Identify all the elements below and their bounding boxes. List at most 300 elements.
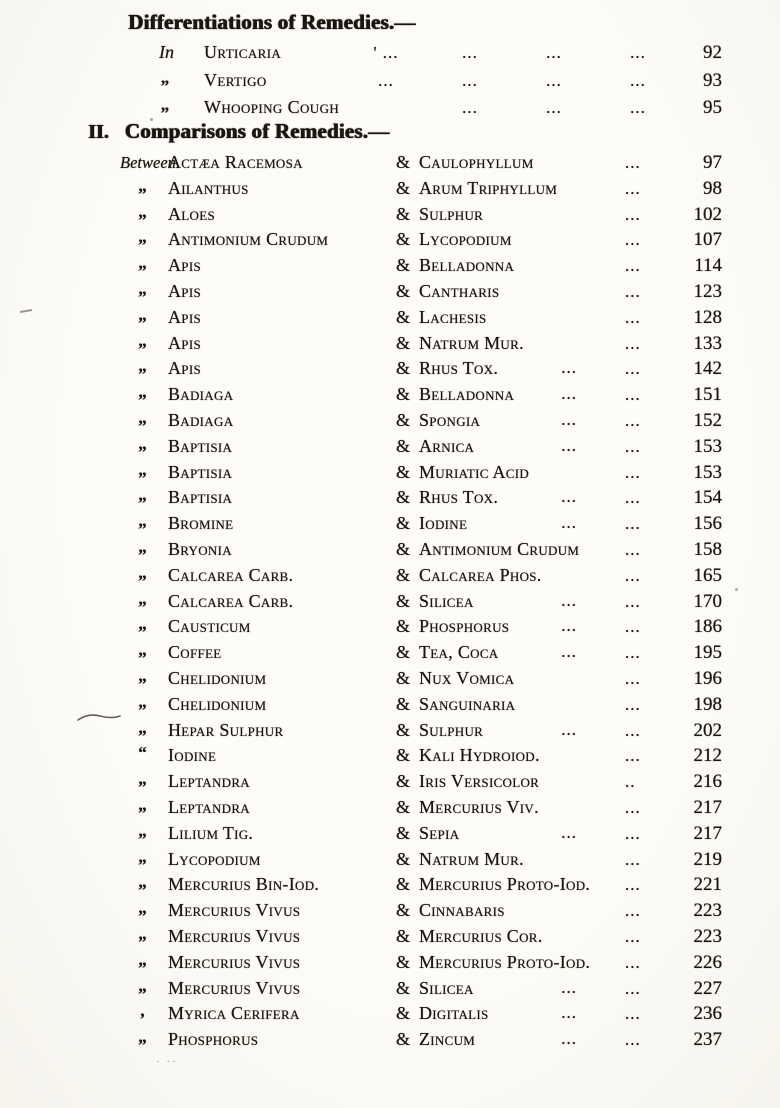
- toc-row: [97, 975, 722, 1004]
- page-number: 217: [693, 822, 722, 844]
- dot-leader: [342, 98, 680, 118]
- ampersand: &: [395, 925, 410, 946]
- ampersand: &: [395, 306, 410, 327]
- ampersand: &: [395, 435, 410, 456]
- toc-row-ditto: „: [138, 304, 147, 324]
- toc-row: [97, 487, 722, 513]
- toc-row-remedy-left: Apis: [168, 358, 201, 379]
- toc-row-remedy-right: Silicea: [419, 977, 474, 998]
- ampersand: &: [395, 255, 410, 276]
- toc-row-condition: Whooping Cough: [204, 97, 340, 117]
- toc-row-remedy-left: Bromine: [168, 513, 234, 534]
- toc-row: [97, 407, 722, 436]
- ampersand: &: [395, 977, 410, 998]
- dot-leader-group: ...: [546, 70, 562, 90]
- toc-row-ditto: „: [138, 691, 147, 711]
- dot-leader-mid: ...: [561, 719, 577, 739]
- toc-row-remedy-right-cell: [419, 694, 619, 715]
- toc-row-remedy-right: Tea, Coca: [419, 642, 499, 663]
- toc-row-remedy-left: Mercurius Bin-Iod.: [168, 874, 320, 895]
- ampersand: &: [395, 487, 410, 508]
- toc-row: [97, 384, 722, 410]
- toc-row-ditto: „: [138, 407, 147, 427]
- toc-row-remedy-left: Antimonium Crudum: [168, 229, 329, 250]
- toc-row-ditto: „: [138, 201, 147, 221]
- toc-row-remedy-left: Lycopodium: [168, 848, 261, 869]
- toc-row-remedy-right-cell: [419, 900, 619, 921]
- toc-row-remedy-left: Baptisia: [168, 461, 233, 482]
- page-number: 217: [693, 796, 722, 818]
- toc-row-remedy-right: Nux Vomica: [419, 667, 515, 688]
- dot-leader-mid: ...: [561, 358, 577, 378]
- toc-row: [97, 949, 722, 978]
- page-number: 186: [693, 616, 722, 638]
- toc-row-ditto: „: [138, 614, 147, 634]
- dot-leader: ...: [625, 668, 641, 688]
- toc-row-remedy-left: Apis: [168, 255, 201, 276]
- toc-row-remedy-left: Apis: [168, 332, 201, 353]
- toc-row-remedy-right-cell: [419, 616, 619, 637]
- toc-row: [97, 536, 722, 565]
- dot-leader: ..: [625, 772, 636, 792]
- dot-leader: ...: [625, 281, 641, 301]
- toc-row-remedy-right: Rhus Tox.: [419, 358, 499, 379]
- toc-row-ditto: “: [138, 743, 147, 763]
- toc-row-remedy-right-cell: [419, 849, 619, 870]
- dot-leader-group: ...: [462, 70, 478, 90]
- toc-row-ditto: „: [138, 511, 147, 531]
- toc-row: [130, 67, 722, 98]
- toc-row: [97, 642, 722, 668]
- dot-leader: ...: [625, 952, 641, 972]
- toc-row-ditto: „: [138, 769, 147, 789]
- toc-row-ditto: „: [138, 794, 147, 814]
- dot-leader-mid: ...: [561, 822, 577, 842]
- toc-row-remedy-left: Mercurius Vivus: [168, 900, 301, 921]
- ampersand: &: [395, 771, 410, 792]
- page-number: 223: [693, 900, 722, 922]
- page-number: 133: [693, 332, 722, 354]
- scan-artifact-tick: [20, 309, 32, 313]
- toc-row-ditto: „: [138, 382, 147, 402]
- ampersand: &: [395, 874, 410, 895]
- ampersand: &: [395, 822, 410, 843]
- ampersand: &: [395, 461, 410, 482]
- toc-row-remedy-right-cell: [419, 281, 619, 302]
- dot-leader: ...: [625, 230, 641, 250]
- page-number: 221: [693, 874, 722, 896]
- toc-row: [97, 923, 722, 952]
- toc-row-remedy-right: Phosphorus: [419, 616, 510, 637]
- toc-row-remedy-left: Chelidonium: [168, 667, 267, 688]
- toc-row-remedy-right-cell: [419, 797, 619, 818]
- toc-row: [97, 616, 722, 642]
- toc-row-ditto: Between: [120, 153, 176, 172]
- toc-row-remedy-right-cell: [419, 204, 619, 225]
- toc-row-remedy-left: Bryonia: [168, 538, 232, 559]
- dot-leader: ...: [625, 978, 641, 998]
- dot-leader-group: ...: [378, 70, 394, 90]
- toc-row-remedy-right: Natrum Mur.: [419, 332, 524, 353]
- toc-row-remedy-left: Coffee: [168, 642, 222, 663]
- page-number: 219: [693, 848, 722, 870]
- dot-leader: ...: [625, 823, 641, 843]
- toc-row-remedy-left: Baptisia: [168, 487, 233, 508]
- dot-leader: ...: [625, 359, 641, 379]
- toc-row-remedy-right: Lachesis: [419, 306, 487, 327]
- toc-row: [130, 42, 722, 70]
- ampersand: &: [395, 280, 410, 301]
- page-number: 170: [693, 590, 722, 612]
- toc-row-remedy-left: Badiaga: [168, 384, 234, 405]
- page-number: 152: [693, 409, 722, 431]
- toc-row: [97, 588, 722, 617]
- toc-row-remedy-right-cell: [419, 1003, 619, 1024]
- page-number: 165: [693, 564, 722, 586]
- dot-leader-group: ...: [462, 98, 478, 117]
- toc-row-remedy-right-cell: [419, 178, 619, 199]
- dot-leader-mid: ...: [561, 977, 577, 997]
- page-number: 98: [703, 177, 722, 199]
- ampersand: &: [395, 616, 410, 637]
- toc-row-condition: Urticaria: [204, 42, 282, 62]
- toc-row-remedy-right: Mercurius Viv.: [419, 796, 539, 817]
- dot-leader: ...: [625, 694, 641, 714]
- page-number: 153: [693, 435, 722, 457]
- toc-row-remedy-right: Lycopodium: [419, 229, 512, 250]
- dot-leader: ...: [625, 436, 641, 456]
- toc-row-ditto: „: [138, 356, 147, 376]
- page-number: 95: [703, 97, 722, 118]
- section2-header: [88, 119, 389, 144]
- ampersand: &: [395, 1029, 410, 1050]
- ampersand: &: [395, 848, 410, 869]
- toc-row-remedy-left: Mercurius Vivus: [168, 951, 301, 972]
- toc-row-ditto: „: [160, 67, 170, 87]
- dot-leader: ...: [625, 178, 641, 198]
- toc-row-remedy-right: Calcarea Phos.: [419, 564, 542, 585]
- toc-row-remedy-right-cell: [419, 642, 619, 663]
- toc-row: [97, 358, 722, 384]
- section2-title: Comparisons of Remedies.—: [124, 119, 390, 143]
- ampersand: &: [395, 900, 410, 921]
- toc-row: [97, 513, 722, 539]
- toc-row-remedy-left: Phosphorus: [168, 1029, 259, 1050]
- page-number: 198: [693, 693, 722, 715]
- toc-row: [97, 152, 722, 178]
- toc-row-ditto: „: [138, 665, 147, 685]
- ampersand: &: [395, 951, 410, 972]
- dot-leader-mid: ...: [561, 1003, 577, 1023]
- toc-row-remedy-right: Spongia: [419, 409, 481, 430]
- toc-row-remedy-right-cell: [419, 152, 619, 173]
- toc-row-remedy-left: Leptandra: [168, 796, 250, 817]
- scan-artifact-speck: [735, 588, 738, 591]
- toc-row-remedy-right: Belladonna: [419, 384, 515, 405]
- dot-leader-mid: ...: [561, 616, 577, 636]
- dot-leader-group: ...: [630, 43, 646, 62]
- dot-leader-mid: ...: [561, 642, 577, 662]
- section2-numeral: II.: [88, 121, 109, 143]
- page-number: 128: [693, 306, 722, 328]
- toc-row-remedy-right-cell: [419, 926, 619, 947]
- page-number: 236: [693, 1003, 722, 1025]
- toc-row-remedy-right-cell: [419, 333, 619, 354]
- toc-row-remedy-right: Mercurius Proto-Iod.: [419, 874, 591, 895]
- toc-row-remedy-right-cell: [419, 513, 619, 534]
- ampersand: &: [395, 667, 410, 688]
- toc-row-ditto: „: [138, 898, 147, 918]
- dot-leader: ...: [625, 901, 641, 921]
- dot-leader-mid: ...: [561, 487, 577, 507]
- toc-row-remedy-right: Caulophyllum: [419, 152, 534, 172]
- toc-row-remedy-left: Actæa Racemosa: [168, 152, 303, 172]
- dot-leader-mid: ...: [561, 409, 577, 429]
- toc-row-ditto: „: [138, 485, 147, 505]
- ampersand: &: [395, 513, 410, 534]
- page-number: 93: [703, 69, 722, 91]
- toc-row-remedy-right-cell: [419, 358, 619, 379]
- toc-row-remedy-right-cell: [419, 255, 619, 276]
- toc-row-ditto: „: [138, 588, 147, 608]
- toc-row-remedy-right: Arnica: [419, 435, 475, 456]
- dot-leader: ...: [625, 1030, 641, 1050]
- toc-row: [97, 794, 722, 823]
- dot-leader: [342, 43, 680, 63]
- dot-leader: ...: [625, 849, 641, 869]
- toc-row: [97, 229, 722, 255]
- page-number: 97: [703, 152, 722, 173]
- toc-row-remedy-left: Iodine: [168, 745, 217, 766]
- dot-leader: ...: [625, 1004, 641, 1024]
- toc-row-remedy-right-cell: [419, 1029, 619, 1050]
- toc-row-remedy-right-cell: [419, 384, 619, 405]
- toc-row-ditto: „: [138, 975, 147, 995]
- ampersand: &: [395, 152, 410, 172]
- toc-row-remedy-right: Cinnabaris: [419, 900, 505, 921]
- toc-row-remedy-left: Baptisia: [168, 435, 233, 456]
- toc-row-ditto: „: [138, 330, 147, 350]
- dot-leader: [342, 71, 680, 91]
- toc-row-remedy-right: Silicea: [419, 590, 474, 611]
- dot-leader-group: ...: [462, 43, 478, 62]
- toc-row-remedy-right: Iodine: [419, 513, 468, 534]
- toc-row-ditto: „: [138, 227, 147, 247]
- toc-row-ditto: In: [159, 42, 174, 62]
- toc-row: [97, 874, 722, 900]
- toc-row-ditto: „: [138, 820, 147, 840]
- toc-row-ditto: „: [138, 536, 147, 556]
- toc-row-remedy-right: Zincum: [419, 1029, 476, 1050]
- ampersand: &: [395, 796, 410, 817]
- toc-row-ditto: „: [138, 459, 147, 479]
- toc-row-remedy-right-cell: [419, 591, 619, 612]
- ampersand: &: [395, 693, 410, 714]
- toc-row-remedy-right-cell: [419, 487, 619, 508]
- toc-row: [97, 201, 722, 230]
- toc-row: [97, 433, 722, 462]
- toc-row-remedy-right: Sanguinaria: [419, 693, 516, 714]
- dot-leader: ...: [625, 514, 641, 534]
- ampersand: &: [395, 229, 410, 250]
- toc-row-remedy-right-cell: [419, 874, 619, 895]
- toc-row-remedy-left: Ailanthus: [168, 177, 249, 198]
- toc-row-ditto: „: [138, 253, 147, 273]
- toc-row-remedy-right: Belladonna: [419, 255, 515, 276]
- toc-row: [97, 459, 722, 488]
- page-number: 223: [693, 925, 722, 947]
- dot-leader: ...: [625, 539, 641, 559]
- ampersand: &: [395, 538, 410, 559]
- page-number: 156: [693, 513, 722, 535]
- toc-row-remedy-left: Causticum: [168, 616, 251, 637]
- ampersand: &: [395, 564, 410, 585]
- toc-row-remedy-right: Cantharis: [419, 280, 500, 301]
- toc-row-remedy-left: Chelidonium: [168, 693, 267, 714]
- section1-title: Differentiations of Remedies.—: [128, 10, 416, 34]
- dot-leader: ...: [625, 797, 641, 817]
- toc-row-remedy-left: Hepar Sulphur: [168, 719, 284, 740]
- toc-row-remedy-right: Sulphur: [419, 719, 484, 740]
- dot-leader-group: ...: [630, 70, 646, 90]
- toc-row-remedy-right: Rhus Tox.: [419, 487, 499, 508]
- ampersand: &: [395, 384, 410, 405]
- dot-leader-mid: ...: [561, 384, 577, 404]
- dot-leader-group: ...: [546, 43, 562, 62]
- toc-row-remedy-right: Muriatic Acid: [419, 461, 530, 482]
- page-number: 151: [693, 384, 722, 406]
- ampersand: &: [395, 745, 410, 766]
- ampersand: &: [395, 203, 410, 224]
- dot-leader: ...: [625, 307, 641, 327]
- dot-leader: ...: [625, 204, 641, 224]
- dot-leader: ...: [625, 875, 641, 895]
- toc-row: [97, 745, 722, 771]
- toc-row-ditto: „: [138, 562, 147, 582]
- dot-leader: ...: [625, 385, 641, 405]
- toc-row-remedy-left: Calcarea Carb.: [168, 564, 294, 585]
- ampersand: &: [395, 719, 410, 740]
- toc-row-remedy-right-cell: [419, 745, 619, 766]
- toc-row-remedy-right-cell: [419, 668, 619, 689]
- toc-row-ditto: „: [138, 175, 147, 195]
- toc-row: [97, 691, 722, 720]
- toc-row: [97, 771, 722, 797]
- toc-row: [97, 717, 722, 746]
- toc-row-remedy-right: Mercurius Proto-Iod.: [419, 951, 591, 972]
- toc-row-remedy-right: Sulphur: [419, 203, 484, 224]
- toc-row-ditto: „: [138, 846, 147, 866]
- toc-row-ditto: „: [138, 278, 147, 298]
- toc-row-remedy-left: Apis: [168, 280, 201, 301]
- toc-row-ditto: „: [138, 923, 147, 943]
- dot-leader: ...: [625, 643, 641, 663]
- page-number: 212: [693, 745, 722, 767]
- toc-row-remedy-left: Myrica Cerifera: [168, 1003, 300, 1024]
- toc-row: [97, 1029, 722, 1055]
- ampersand: &: [395, 177, 410, 198]
- page-number: 153: [693, 461, 722, 483]
- ampersand: &: [395, 332, 410, 353]
- toc-row-ditto: „: [138, 1027, 147, 1047]
- toc-row-remedy-right-cell: [419, 229, 619, 250]
- toc-row: [97, 562, 722, 591]
- dot-leader: ...: [625, 720, 641, 740]
- dot-leader-mid: ...: [561, 1029, 577, 1049]
- toc-row-remedy-right: Kali Hydroiod.: [419, 745, 540, 766]
- dot-leader: ...: [625, 488, 641, 508]
- toc-row-condition: Vertigo: [204, 69, 267, 90]
- toc-row-remedy-right-cell: [419, 823, 619, 844]
- page-number: 226: [693, 951, 722, 973]
- toc-row-remedy-left: Lilium Tig.: [168, 822, 254, 843]
- page-number: 196: [693, 667, 722, 689]
- toc-row-remedy-left: Leptandra: [168, 771, 250, 792]
- page-number: 227: [693, 977, 722, 999]
- toc-row-remedy-left: Apis: [168, 306, 201, 327]
- ampersand: &: [395, 409, 410, 430]
- toc-row-remedy-left: Mercurius Vivus: [168, 977, 301, 998]
- dot-leader-group: ...: [630, 98, 646, 117]
- page-number: 216: [693, 771, 722, 793]
- toc-row-remedy-right-cell: [419, 307, 619, 328]
- toc-row: [97, 330, 722, 359]
- dot-leader-mid: ...: [561, 513, 577, 533]
- ampersand: &: [395, 590, 410, 611]
- toc-row-ditto: „: [160, 95, 170, 114]
- scan-artifact-marks: · ··: [156, 1056, 178, 1068]
- toc-row-remedy-right: Iris Versicolor: [419, 771, 540, 792]
- toc-row-remedy-right-cell: [419, 978, 619, 999]
- dot-leader: ...: [625, 617, 641, 637]
- toc-row: [97, 304, 722, 333]
- ampersand: &: [395, 642, 410, 663]
- toc-row-remedy-left: Mercurius Vivus: [168, 925, 301, 946]
- toc-row-ditto: „: [138, 640, 147, 660]
- toc-row-ditto: „: [138, 872, 147, 892]
- ampersand: &: [395, 358, 410, 379]
- toc-row: [97, 846, 722, 875]
- toc-row-ditto: „: [138, 717, 147, 737]
- toc-row-remedy-left: Aloes: [168, 203, 215, 224]
- dot-leader-mid: ...: [561, 590, 577, 610]
- toc-row: [97, 665, 722, 694]
- toc-row-ditto: ,: [140, 1001, 145, 1021]
- dot-leader: ...: [625, 256, 641, 276]
- toc-row-remedy-right-cell: [419, 436, 619, 457]
- toc-row-remedy-left: Calcarea Carb.: [168, 590, 294, 611]
- section1-rows: [130, 42, 722, 125]
- toc-row-remedy-right: Antimonium Crudum: [419, 538, 580, 559]
- dot-leader-mid: ...: [561, 435, 577, 455]
- page-number: 154: [693, 487, 722, 509]
- toc-row-remedy-right-cell: [419, 462, 619, 483]
- dot-leader: ...: [625, 462, 641, 482]
- page-number: 195: [693, 642, 722, 664]
- toc-row-remedy-right-cell: [419, 952, 619, 973]
- toc-row-remedy-right: Arum Triphyllum: [419, 177, 558, 198]
- toc-row-remedy-right-cell: [419, 565, 619, 586]
- toc-row-ditto: „: [138, 949, 147, 969]
- toc-row: [97, 278, 722, 307]
- dot-leader: ...: [625, 746, 641, 766]
- dot-leader: ...: [625, 926, 641, 946]
- dot-leader: ...: [625, 153, 641, 172]
- page-number: 158: [693, 538, 722, 560]
- dot-leader: ...: [625, 591, 641, 611]
- toc-row: [97, 900, 722, 926]
- toc-row-ditto: „: [138, 433, 147, 453]
